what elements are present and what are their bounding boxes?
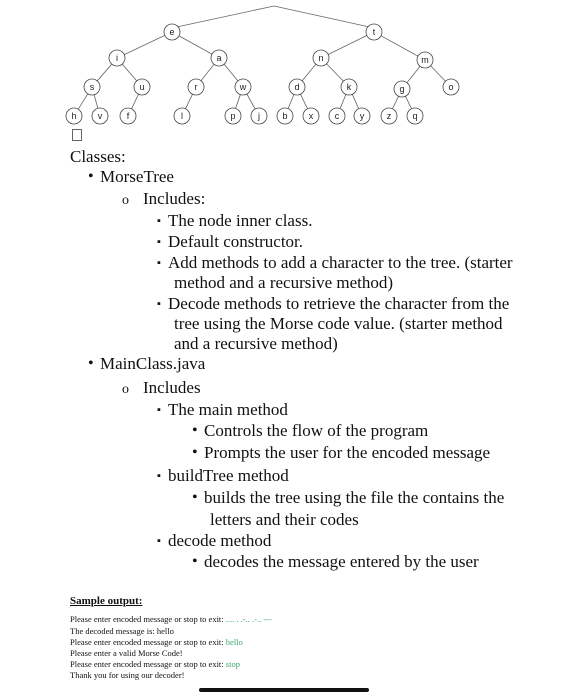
tree-node-letter: t: [372, 27, 376, 37]
tree-node-y: [354, 108, 370, 124]
tree-edge-a-r: [201, 64, 214, 80]
bullet-square: ▪: [157, 470, 161, 482]
includes-label-2: Includes: [143, 378, 201, 397]
tree-node-v: [92, 108, 108, 124]
tree-node-letter: b: [282, 111, 288, 121]
sample-input: hello: [225, 637, 243, 647]
home-indicator-bar: [199, 688, 369, 692]
tree-node-letter: w: [239, 82, 247, 92]
tree-edge-a-w: [224, 64, 238, 81]
bullet-square: ▪: [157, 404, 161, 416]
item-decode-methods-line1: Decode methods to retrieve the character from the: [168, 294, 510, 313]
tree-node-q: [407, 108, 423, 124]
tree-nodes: [66, 24, 459, 124]
tree-edge-s-v: [94, 95, 98, 109]
tree-node-letter: j: [258, 111, 260, 121]
tree-node-c: [329, 108, 345, 124]
sample-line-4: Please enter a valid Morse Code!: [70, 648, 183, 658]
tree-edge-t-n: [328, 36, 367, 55]
tree-node-letter: u: [139, 82, 145, 92]
tree-edge-n-d: [302, 64, 316, 81]
tree-node-l: [174, 108, 190, 124]
tree-node-i: [109, 50, 125, 66]
includes-label-1: Includes:: [143, 189, 206, 208]
empty-checkbox-glyph: [72, 129, 82, 141]
item-decode-methods-line3: and a recursive method): [174, 334, 338, 353]
bullet-square: ▪: [157, 236, 161, 248]
tree-node-letter: p: [230, 111, 236, 121]
tree-node-letter: k: [346, 82, 352, 92]
sample-line-1: [70, 614, 272, 625]
tree-edge-m-g: [407, 66, 420, 82]
tree-node-s: [84, 79, 100, 95]
tree-edge-d-b: [288, 94, 294, 108]
tree-edge-m-o: [431, 66, 446, 81]
item-prompts-user: Prompts the user for the encoded message: [204, 443, 491, 462]
sample-output-title: Sample output:: [70, 595, 143, 607]
tree-node-o: [443, 79, 459, 95]
tree-edges: [78, 35, 445, 109]
bullet-dot: •: [192, 444, 198, 461]
item-buildtree-method: buildTree method: [168, 466, 289, 485]
tree-edge-i-s: [97, 64, 112, 81]
tree-node-letter: d: [294, 82, 300, 92]
tree-edge-g-z: [392, 96, 398, 109]
bullet-square: ▪: [157, 215, 161, 227]
tree-node-u: [134, 79, 150, 95]
tree-node-j: [251, 108, 267, 124]
tree-edge-u-f: [131, 94, 138, 109]
tree-node-k: [341, 79, 357, 95]
bullet-dot: •: [88, 168, 94, 185]
tree-node-g: [394, 81, 410, 97]
item-decodes-message: decodes the message entered by the user: [204, 552, 479, 571]
sample-prompt: Please enter encoded message or stop to exit:: [70, 659, 226, 669]
tree-node-f: [120, 108, 136, 124]
root-edge-left: [172, 6, 274, 28]
sample-line-6: Thank you for using our decoder!: [70, 670, 185, 680]
tree-node-e: [164, 24, 180, 40]
item-decode-method: decode method: [168, 531, 272, 550]
tree-node-t: [366, 24, 382, 40]
tree-edge-r-l: [185, 94, 192, 109]
sample-input: stop: [225, 659, 240, 669]
sample-input: .... . .-.. .-.. ---: [225, 614, 272, 624]
tree-node-d: [289, 79, 305, 95]
tree-node-letter: a: [216, 53, 222, 63]
item-main-method: The main method: [168, 400, 288, 419]
tree-node-m: [417, 52, 433, 68]
tree-edge-i-u: [122, 64, 137, 81]
tree-node-letter: h: [71, 111, 77, 121]
root-edge-right: [274, 6, 374, 28]
tree-node-letter: g: [399, 84, 405, 94]
tree-node-x: [303, 108, 319, 124]
bullet-dot: •: [88, 355, 94, 372]
tree-node-r: [188, 79, 204, 95]
tree-node-letter: z: [386, 111, 392, 121]
tree-node-letter: o: [448, 82, 454, 92]
item-default-constructor: Default constructor.: [168, 232, 304, 251]
item-decode-methods-line2: tree using the Morse code value. (starter method: [174, 314, 503, 333]
bullet-circle: o: [122, 193, 129, 208]
bullet-square: ▪: [157, 298, 161, 310]
tree-node-letter: n: [318, 53, 324, 63]
bullet-dot: •: [192, 553, 198, 570]
tree-node-n: [313, 50, 329, 66]
tree-node-letter: v: [97, 111, 103, 121]
tree-node-b: [277, 108, 293, 124]
tree-edge-g-q: [405, 96, 411, 109]
sample-prompt: Please enter encoded message or stop to exit:: [70, 637, 226, 647]
bullet-circle: o: [122, 382, 129, 397]
sample-line-3: [70, 637, 243, 648]
tree-edge-w-p: [236, 95, 241, 109]
bullet-square: ▪: [157, 257, 161, 269]
sample-line-2: The decoded message is: hello: [70, 626, 174, 636]
tree-edge-t-m: [381, 36, 418, 56]
tree-node-letter: y: [359, 111, 365, 121]
tree-node-letter: s: [89, 82, 95, 92]
item-add-methods-line1: Add methods to add a character to the tree. (starter: [168, 253, 513, 272]
tree-node-w: [235, 79, 251, 95]
item-node-class: The node inner class.: [168, 211, 313, 230]
tree-edge-e-i: [124, 35, 165, 54]
tree-node-p: [225, 108, 241, 124]
item-builds-tree-line1: builds the tree using the file the contains the: [204, 488, 505, 507]
tree-node-letter: m: [421, 55, 429, 65]
tree-node-letter: i: [116, 53, 118, 63]
tree-node-letter: f: [126, 111, 130, 121]
item-controls-flow: Controls the flow of the program: [204, 421, 429, 440]
mainclass-label: MainClass.java: [100, 354, 206, 373]
tree-edge-n-k: [327, 64, 344, 81]
tree-node-a: [211, 50, 227, 66]
tree-edge-s-h: [78, 94, 88, 109]
tree-edge-k-c: [340, 94, 346, 108]
bullet-dot: •: [192, 489, 198, 506]
bullet-dot: •: [192, 422, 198, 439]
tree-node-letter: e: [169, 27, 175, 37]
tree-node-h: [66, 108, 82, 124]
tree-node-letter: x: [308, 111, 314, 121]
item-builds-tree-line2: letters and their codes: [210, 510, 359, 529]
classes-heading: Classes:: [70, 147, 126, 166]
bullet-square: ▪: [157, 535, 161, 547]
tree-node-letter: q: [412, 111, 418, 121]
tree-node-letter: c: [334, 111, 340, 121]
tree-node-letter: r: [194, 82, 198, 92]
tree-node-z: [381, 108, 397, 124]
sample-prompt: Please enter encoded message or stop to exit:: [70, 614, 226, 624]
item-add-methods-line2: method and a recursive method): [174, 273, 394, 292]
sample-line-5: [70, 659, 240, 670]
morsetree-class-label: MorseTree: [100, 167, 174, 186]
tree-edge-w-j: [247, 94, 255, 109]
morse-tree-diagram: [0, 0, 567, 130]
tree-edge-d-x: [300, 94, 307, 109]
tree-node-letter: l: [181, 111, 183, 121]
tree-edge-e-a: [179, 36, 212, 54]
tree-edge-k-y: [352, 94, 358, 108]
